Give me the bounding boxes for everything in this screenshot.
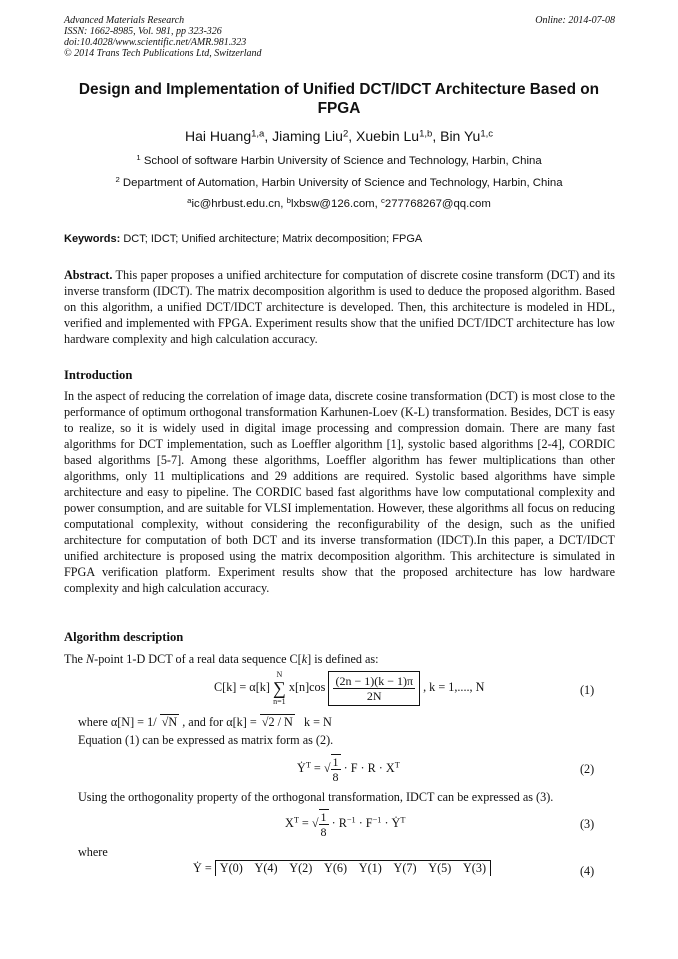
text: -point 1-D DCT of a real data sequence C[ — [94, 652, 302, 666]
abstract — [64, 267, 615, 347]
equation-number: (4) — [580, 864, 595, 878]
text: where — [78, 715, 108, 729]
keywords — [64, 233, 615, 245]
text: The — [64, 652, 86, 666]
section-heading-algorithm: Algorithm description — [64, 630, 184, 644]
email: 277768267@qq.com — [384, 198, 491, 210]
email: ic@hrbust.edu.cn, — [191, 198, 287, 210]
equation-number: (3) — [580, 817, 595, 831]
equation-1 — [214, 670, 484, 706]
online-date: Online: 2014-07-08 — [535, 15, 615, 26]
text: α[N] = 1/ — [110, 715, 160, 729]
frac-num: 1 — [332, 755, 339, 769]
text: · F — [355, 815, 373, 830]
text: , and for — [182, 715, 224, 729]
eq-range: , k = 1,...., N — [423, 679, 485, 694]
keywords-text: DCT; IDCT; Unified architecture; Matrix decomposition; FPGA — [123, 233, 423, 245]
text: N — [168, 715, 178, 729]
equation-number: (1) — [580, 683, 595, 697]
aff-text: School of software Harbin University of Science and Technology, Harbin, China — [143, 155, 542, 167]
equation-number: (2) — [580, 762, 595, 776]
sup: T — [394, 760, 400, 770]
text: N — [86, 652, 95, 666]
text: · Ẏ — [381, 815, 401, 830]
sum-symbol: N ∑ n=1 — [272, 670, 286, 706]
aff-text: Department of Automation, Harbin University of Science and Technology, Harbin, China — [122, 177, 563, 189]
aff-sup: 2 — [115, 175, 120, 185]
email-sup: a — [187, 196, 192, 206]
frac-den: 8 — [332, 770, 339, 784]
eq-lhs: X — [285, 815, 294, 830]
text: ] is defined as: — [307, 652, 379, 666]
author-sup: 1,a — [251, 128, 265, 140]
issn: ISSN: 1662-8985, Vol. 981, pp 323-326 — [64, 26, 222, 37]
sup: T — [305, 760, 311, 770]
journal-name: Advanced Materials Research — [64, 15, 185, 26]
sup: −1 — [372, 815, 382, 825]
text: · R — [328, 815, 347, 830]
author: Xuebin Lu — [356, 128, 420, 144]
section-heading-introduction: Introduction — [64, 368, 133, 382]
eq-lhs: Ẏ = — [193, 861, 215, 875]
text: α[k] = — [226, 715, 260, 729]
sup: T — [400, 815, 406, 825]
where-line-1 — [78, 714, 332, 730]
paper-title: Design and Implementation of Unified DCT/IDCT Architecture Based on FPGA — [78, 81, 600, 117]
introduction-text: In the aspect of reducing the correlation of image data, discrete cosine transformation (DCT) is most close to the performance of optimum orthogonal transformation Karhunen-Loev (K-L) transformation. Besides, DCT is easy to realize, so it is widely used in digital image processing and compression domain. There are many fast algorithms for DCT implementation, such as Loeffler algorithm [1], systolic based algorithms [2-4], CORDIC based algorithms [5-7]. Among these algorithms, Loeffler algorithm has fewer multiplications than other algorithms, only 11 multiplications and 29 additions are required. Systolic based algorithms have simple architecture and easy to pipeline. The CORDIC based fast algorithms have low computational complexity and power consumption, and are suitable for VLSI implementation. However, these algorithms all focus on reducing computational complexity, without considering the reconfigurability of the design, such as the unified architecture for computation of both DCT and its inverse transformation (IDCT).In this paper, a DCT/IDCT unified architecture is proposed using the matrix decomposition algorithm. This architecture is simulated in FPGA verification platform. Experiment results show that the proposed architecture has low hardware complexity and high calculation accuracy. — [64, 389, 615, 595]
email: lxbsw@126.com, — [290, 198, 382, 210]
algorithm-intro — [64, 652, 379, 667]
text: k = N — [304, 715, 332, 729]
text: k — [301, 652, 308, 666]
fraction — [331, 754, 341, 784]
equation-text: Equation (1) can be expressed as matrix form as (2). — [78, 733, 334, 747]
email-sup: c — [381, 196, 385, 206]
author-list: Hai Huang$^{1,a}$, Jiaming Liu$^2$, Xuebin Lu$^{1,b}$, Bin Yu$^{1,c}$ — [184, 128, 494, 144]
eq-body: x[n]cos — [288, 679, 326, 694]
abstract-label: Abstract. — [64, 268, 113, 282]
frac-num: 1 — [320, 810, 327, 824]
email-list — [60, 198, 618, 210]
fraction — [319, 809, 329, 839]
journal-header — [64, 15, 615, 59]
aff-sup: 1 — [136, 153, 141, 163]
equation-4 — [193, 860, 491, 876]
author-sup: 1,b — [419, 128, 433, 140]
copyright: © 2014 Trans Tech Publications Ltd, Switzerland — [64, 48, 262, 59]
sum-bot: n=1 — [273, 697, 286, 706]
author-sup: 2 — [342, 128, 349, 140]
author: Hai Huang — [184, 128, 252, 144]
affiliation-1 — [60, 155, 618, 167]
email-sup: b — [286, 196, 291, 206]
fraction — [333, 674, 415, 703]
text: = — [310, 760, 324, 775]
doi: doi:10.4028/www.scientific.net/AMR.981.323 — [64, 37, 247, 48]
frac-den: 2N — [366, 688, 382, 703]
sqrt: √2 / N — [261, 715, 293, 729]
sup: −1 — [346, 815, 356, 825]
equation-3: $X^T$ = √ $\frac{1}{8}$ · $R^{-1} \cdot F^{-1}$ · Ẏ$^T$ — [285, 810, 406, 839]
equation-2: Ẏ$^T$ = √ $\frac{1}{8}$ · $F \cdot R \cdot X^T$ — [297, 755, 400, 784]
frac-den: 8 — [320, 825, 327, 839]
author-sup: 1,c — [480, 128, 494, 140]
ortho-text: Using the orthogonality property of the orthogonal transformation, IDCT can be expressed as (3). — [78, 790, 554, 804]
bracket — [328, 671, 420, 706]
where-line-2: where — [78, 845, 108, 859]
keywords-label: Keywords: — [64, 233, 121, 245]
affiliation-2 — [60, 177, 618, 189]
abstract-text: This paper proposes a unified architecture for computation of discrete cosine transform (DCT) and its inverse transform (IDCT). The matrix decomposition algorithm is used to deduce the proposed algorithm. Based on this algorithm, a unified DCT/IDCT architecture is developed. Then, this architecture is modeled in HDL, verified and implemented with FPGA. Experiment results show that the unified DCT/IDCT architecture has low hardware complexity and high calculation accuracy. — [64, 268, 616, 346]
text: · F · R · X — [340, 760, 395, 775]
eq-lhs: C[k] = α[k] — [214, 679, 270, 694]
eq-lhs: Ẏ — [297, 760, 306, 775]
author: Bin Yu — [440, 128, 481, 144]
sqrt: √N — [161, 715, 178, 729]
text: 2 / N — [268, 715, 293, 729]
frac-num: (2n − 1)(k − 1)π — [335, 673, 414, 688]
sup: T — [293, 815, 299, 825]
author: Jiaming Liu — [272, 128, 343, 144]
eq-body: Y(0) Y(4) Y(2) Y(6) Y(1) Y(7) Y(5) Y(3) — [215, 860, 491, 876]
text: = — [298, 815, 312, 830]
sum-top: N — [276, 670, 283, 679]
